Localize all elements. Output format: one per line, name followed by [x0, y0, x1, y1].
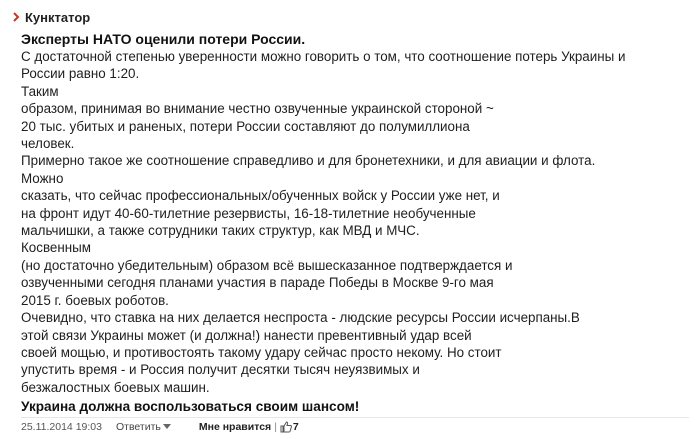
post-footer [21, 417, 689, 436]
body-line: С достаточной степенью уверенности можно говорить о том, что соотношение потерь Украины и [21, 49, 626, 64]
body-line: Таким [21, 83, 59, 99]
body-line: сказать, что сейчас профессиональных/обученных войск у России уже нет, и [21, 188, 500, 204]
like-count: 7 [292, 421, 299, 433]
thumbs-up-icon[interactable] [280, 421, 292, 433]
body-line: 2015 г. боевых роботов. [21, 292, 169, 308]
post-headline: Эксперты НАТО оценили потери России. [21, 31, 306, 47]
body-line: на фронт идут 40-60-тилетние резервисты, 16-18-тилетние необученные [21, 205, 476, 221]
timestamp: 25.11.2014 19:03 [21, 421, 102, 433]
body-line: Косвенным [21, 240, 91, 256]
body-line: образом, принимая во внимание честно озвученные украинской стороной ~ [21, 101, 494, 117]
dropdown-arrow-icon[interactable] [163, 424, 171, 430]
author-row [11, 7, 689, 27]
body-line: Очевидно, что ставка на них делается неспроста - людские ресурсы России исчерпаны.В [21, 310, 580, 326]
like-separator: | [274, 421, 277, 433]
chevron-right-icon [11, 11, 21, 23]
body-line: Можно [21, 170, 64, 186]
body-line: Примерно такое же соотношение справедливо и для бронетехники, и для авиации и флота. [21, 153, 596, 169]
body-line: упустить время - и Россия получит десятки тысяч неуязвимых и [21, 362, 420, 378]
post-body [21, 48, 689, 396]
like-button[interactable]: Мне нравится [198, 421, 272, 433]
body-line: мальчишки, а также сотрудники таких структур, как МВД и МЧС. [21, 223, 420, 239]
body-line: этой связи Украины может (и должна!) нанести превентивный удар всей [21, 327, 472, 343]
post-closing-line: Украина должна воспользоваться своим шансом! [21, 399, 360, 415]
body-line: человек. [21, 136, 75, 152]
body-line: безжалостных боевых машин. [21, 379, 210, 395]
body-line: (но достаточно убедительным) образом всё вышесказанное подтверждается и [21, 257, 513, 273]
body-line: своей мощью, и противостоять такому удару сейчас просто некому. Но стоит [21, 344, 502, 360]
body-line: озвученными сегодня планами участия в параде Победы в Москве 9-го мая [21, 275, 494, 291]
author-name[interactable]: Кунктатор [25, 9, 91, 25]
reply-link[interactable]: Ответить [115, 421, 161, 433]
body-line: России равно 1:20. [21, 66, 140, 82]
body-line: 20 тыс. убитых и раненых, потери России составляют до полумиллиона [21, 118, 470, 134]
